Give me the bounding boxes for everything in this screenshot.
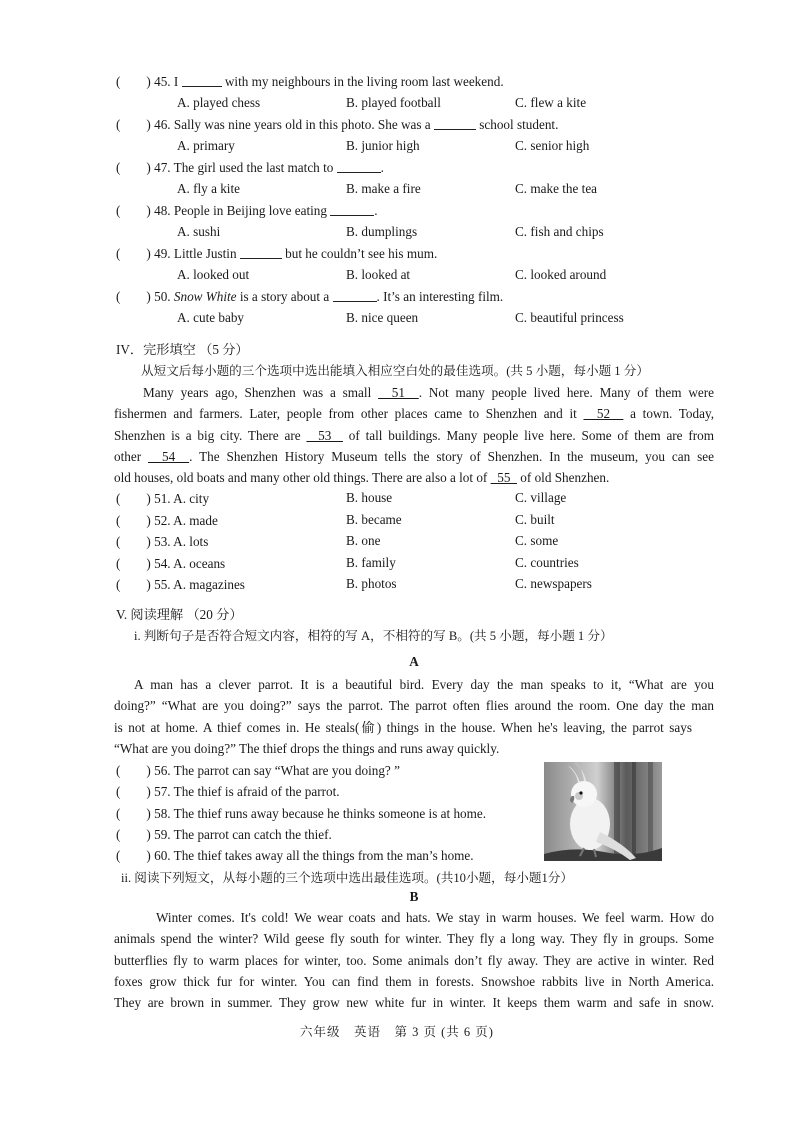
- option-c: C. newspapers: [515, 576, 592, 591]
- option-c: C. fish and chips: [515, 224, 604, 239]
- option-b: B. photos: [346, 576, 397, 591]
- option-a: A. primary: [177, 138, 235, 153]
- passage-line: A man has a clever parrot. It is a beautiful bird. Every day the man speaks to it, “What are you: [134, 677, 714, 692]
- passage-line: animals spend the winter? Wild geese fly south for winter. They fly a long way. They fly in groups. Some: [114, 931, 714, 947]
- option-c: C. village: [515, 490, 567, 505]
- option-c: C. countries: [515, 555, 579, 570]
- part-ii-instruction: ii. 阅读下列短文，从每小题的三个选项中选出最佳选项。(共10小题，每小题1分）: [121, 871, 573, 885]
- option-c: C. built: [515, 512, 555, 527]
- option-b: B. junior high: [346, 138, 420, 153]
- section-v-heading: V. 阅读理解 （20 分）: [116, 607, 243, 622]
- option-a: A. fly a kite: [177, 181, 240, 196]
- question-54: ( ) 54. A. oceans: [116, 556, 226, 571]
- option-b: B. dumplings: [346, 224, 418, 239]
- parrot-photo: [544, 762, 662, 861]
- passage-line: Winter comes. It's cold! We wear coats and hats. We stay in warm houses. We feel warm. How do: [156, 910, 714, 925]
- option-b: B. make a fire: [346, 181, 421, 196]
- question-55: ( ) 55. A. magazines: [116, 577, 245, 592]
- option-c: C. looked around: [515, 267, 607, 282]
- option-b: B. looked at: [346, 267, 411, 282]
- question-45: ( ) 45. I with my neighbours in the living room last weekend.: [116, 74, 504, 89]
- question-48: ( ) 48. People in Beijing love eating .: [116, 203, 378, 218]
- option-b: B. family: [346, 555, 396, 570]
- passage-line: fishermen and farmers. Later, people from other places came to Shenzhen and it 52 a town. Today,: [114, 406, 714, 422]
- answer-blank[interactable]: [240, 245, 282, 259]
- passage-line: old houses, old boats and many other old things. There are also a lot of 55 of old Shenzhen.: [114, 470, 610, 486]
- question-49: ( ) 49. Little Justin but he couldn’t see his mum.: [116, 246, 438, 261]
- option-c: C. some: [515, 533, 559, 548]
- option-b: B. nice queen: [346, 310, 419, 325]
- option-a: A. cute baby: [177, 310, 245, 325]
- option-a: A. looked out: [177, 267, 250, 282]
- option-a: A. sushi: [177, 224, 221, 239]
- passage-line: Many years ago, Shenzhen was a small 51 . Not many people lived here. Many of them were: [143, 385, 714, 400]
- page-footer: 六年级 英语 第 3 页 (共 6 页): [300, 1025, 494, 1039]
- section-iv-heading: IV．完形填空 （5 分）: [116, 342, 249, 357]
- option-b: B. one: [346, 533, 381, 548]
- option-c: C. senior high: [515, 138, 590, 153]
- option-b: B. house: [346, 490, 393, 505]
- passage-a: [114, 676, 714, 761]
- passage-line: Shenzhen is a big city. There are 53 of tall buildings. Many people live here. Some of them are from: [114, 427, 715, 443]
- parrot-illustration: [544, 762, 662, 861]
- question-56: ( ) 56. The parrot can say “What are you doing? ”: [116, 763, 400, 778]
- passage-line: other 54 . The Shenzhen History Museum tells the story of Shenzhen. In the museum, you can see: [114, 448, 714, 464]
- question-58: ( ) 58. The thief runs away because he thinks someone is at home.: [116, 806, 487, 821]
- answer-blank[interactable]: [434, 116, 476, 130]
- passage-line: “What are you doing?” The thief drops the things and runs away quickly.: [114, 740, 500, 756]
- option-a: A. played chess: [177, 95, 261, 110]
- question-51: ( ) 51. A. city: [116, 491, 210, 506]
- question-57: ( ) 57. The thief is afraid of the parrot.: [116, 784, 340, 799]
- option-c: C. beautiful princess: [515, 310, 624, 325]
- cloze-passage: [114, 384, 714, 490]
- passage-a-label: A: [409, 654, 419, 669]
- passage-line: They are brown in summer. They grow new white fur in winter. It keeps them warm and safe in snow.: [114, 995, 714, 1011]
- passage-line: doing?” “What are you doing?” says the parrot. The parrot often flies around the room. One day the man: [114, 698, 714, 714]
- question-59: ( ) 59. The parrot can catch the thief.: [116, 827, 332, 842]
- option-b: B. played football: [346, 95, 441, 110]
- part-i-instruction: i. 判断句子是否符合短文内容，相符的写 A，不相符的写 B。(共 5 小题，每小题 1 分）: [134, 629, 613, 643]
- answer-blank[interactable]: [182, 73, 222, 87]
- answer-blank[interactable]: [333, 288, 377, 302]
- option-c: C. make the tea: [515, 181, 598, 196]
- answer-blank[interactable]: [337, 159, 381, 173]
- passage-line: is not at home. A thief comes in. He steals(偷) things in the house. When he's leaving, the parrot says: [114, 719, 692, 735]
- passage-line: butterflies fly to warm places for winter, too. Some animals don’t fly away. They are active in winter. Red: [114, 952, 714, 968]
- question-50: ( ) 50. Snow White is a story about a . It’s an interesting film.: [116, 289, 504, 304]
- question-60: ( ) 60. The thief takes away all the things from the man’s home.: [116, 848, 474, 863]
- answer-blank[interactable]: [330, 202, 374, 216]
- passage-line: foxes grow thick fur for winter. You can find them in forests. Snowshoe rabbits live in North America.: [114, 973, 714, 989]
- option-c: C. flew a kite: [515, 95, 587, 110]
- question-53: ( ) 53. A. lots: [116, 534, 209, 549]
- section-iv-instruction: 从短文后每小题的三个选项中选出能填入相应空白处的最佳选项。(共 5 小题，每小题 1 分）: [141, 364, 649, 378]
- question-46: ( ) 46. Sally was nine years old in this photo. She was a school student.: [116, 117, 559, 132]
- passage-b: [114, 909, 714, 1015]
- question-47: ( ) 47. The girl used the last match to .: [116, 160, 384, 175]
- question-52: ( ) 52. A. made: [116, 513, 218, 528]
- passage-b-label: B: [409, 889, 419, 904]
- option-b: B. became: [346, 512, 402, 527]
